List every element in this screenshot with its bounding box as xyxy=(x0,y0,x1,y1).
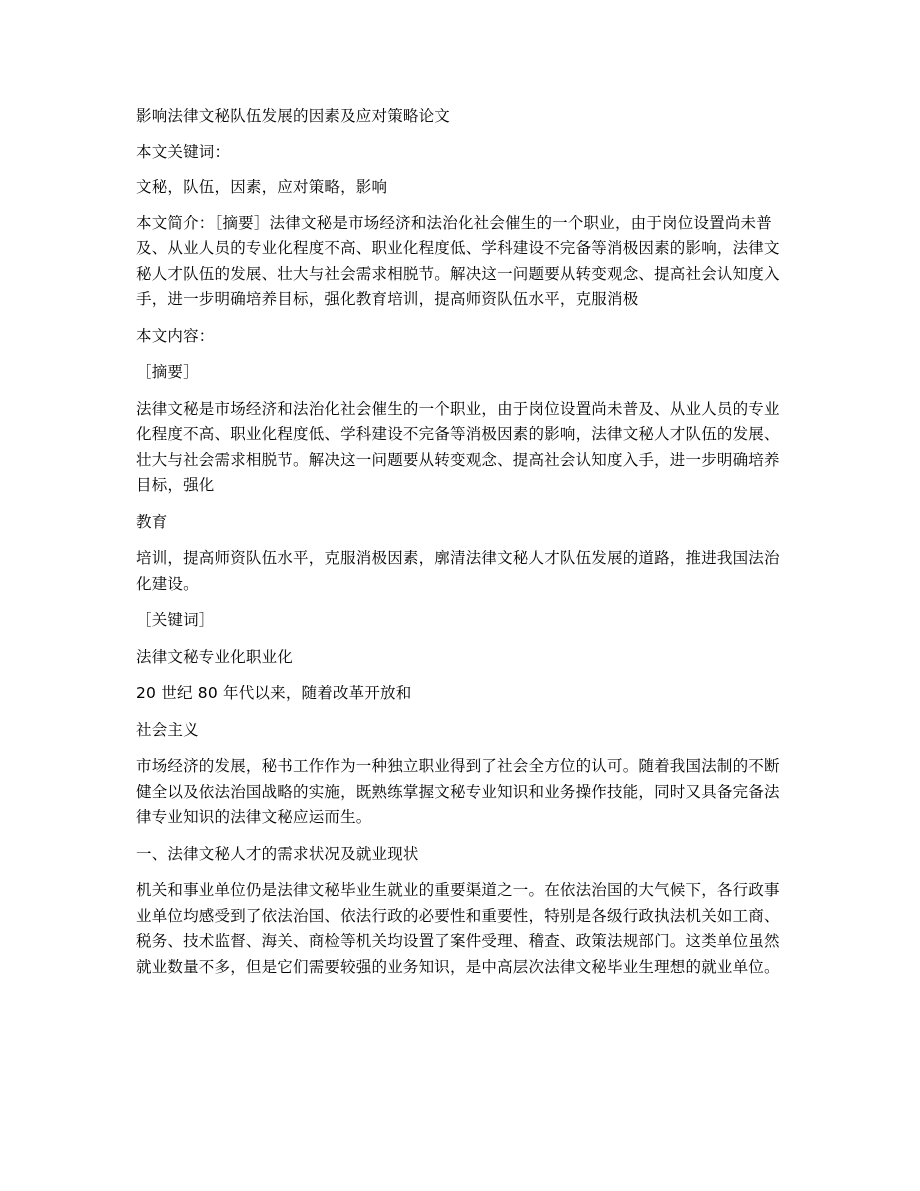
keywords-list: 文秘，队伍，因素，应对策略，影响 xyxy=(136,178,388,196)
intro-paragraph: 市场经济的发展，秘书工作作为一种独立职业得到了社会全方位的认可。随着我国法制的不断健全以及依法治国战略的实施，既熟练掌握文秘专业知识和业务操作技能，同时又具备完备法律专业知识的法律文秘应运而生。 xyxy=(136,757,780,826)
content-label: 本文内容： xyxy=(136,326,215,345)
abstract-paragraph: 法律文秘是市场经济和法治化社会催生的一个职业，由于岗位设置尚未普及、从业人员的专业化程度不高、职业化程度低、学科建设不完备等消极因素的影响，法律文秘人才队伍的发展、壮大与社会需求相脱节。解决这一问题要从转变观念、提高社会认知度入手，进一步明确培养目标，强化 xyxy=(136,399,780,494)
abstract-continuation-1: 教育 xyxy=(136,512,168,531)
abstract-continuation-2: 培训，提高师资队伍水平，克服消极因素，廓清法律文秘人才队伍发展的道路，推进我国法治化建设。 xyxy=(136,549,780,593)
section-1-heading: 一、法律文秘人才的需求状况及就业现状 xyxy=(136,844,419,863)
document-title: 影响法律文秘队伍发展的因素及应对策略论文 xyxy=(136,107,451,125)
keywords-heading: ［关键词］ xyxy=(136,611,215,629)
abstract-heading: ［摘要］ xyxy=(136,363,199,381)
intro-line-1: 20 世纪 80 年代以来，随着改革开放和 xyxy=(136,684,412,702)
summary-paragraph: 本文简介：［摘要］法律文秘是市场经济和法治化社会催生的一个职业，由于岗位设置尚未普及、从业人员的专业化程度不高、职业化程度低、学科建设不完备等消极因素的影响，法律文秘人才队伍的发展、壮大与社会需求相脱节。解决这一问题要从转变观念、提高社会认知度入手，进一步明确培养目标，强化教育培训，提高师资队伍水平，克服消极 xyxy=(136,213,780,308)
intro-line-2: 社会主义 xyxy=(136,720,199,739)
document-page xyxy=(136,104,786,980)
keywords-body: 法律文秘专业化职业化 xyxy=(136,647,294,666)
keywords-label: 本文关键词： xyxy=(136,142,231,161)
section-1-paragraph: 机关和事业单位仍是法律文秘毕业生就业的重要渠道之一。在依法治国的大气候下，各行政事业单位均感受到了依法治国、依法行政的必要性和重要性，特别是各级行政执法机关如工商、税务、技术监督、海关、商检等机关均设置了案件受理、稽查、政策法规部门。这类单位虽然就业数量不多，但是它们需要较强的业务知识，是中高层次法律文秘毕业生理想的就业单位。 xyxy=(136,881,780,976)
